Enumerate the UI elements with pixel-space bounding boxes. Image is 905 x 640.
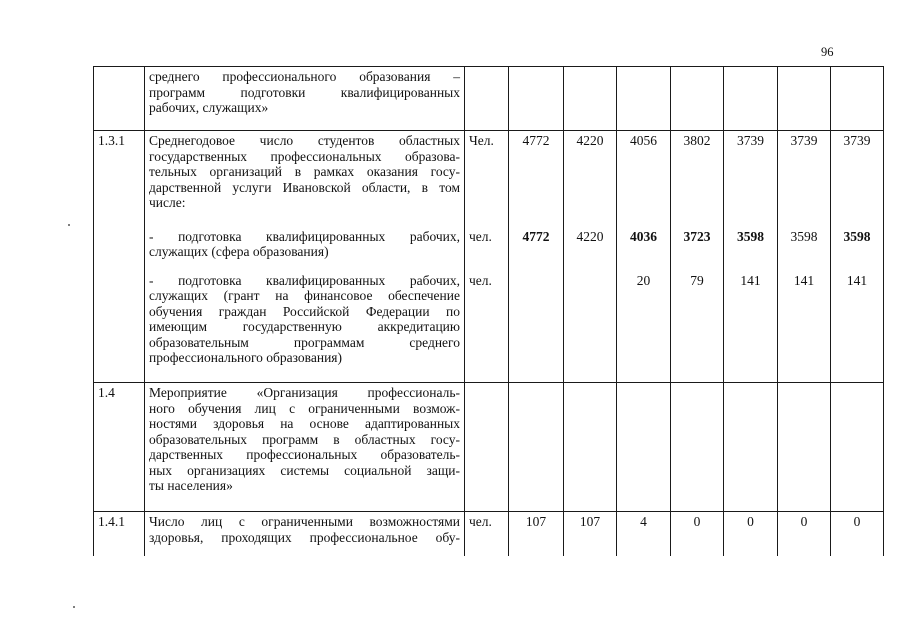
description-line: Число лиц с ограниченными возможностями (149, 514, 460, 529)
description-line: ных организациях системы социальной защи- (149, 462, 460, 478)
value-cell: 4772 (509, 227, 564, 271)
value-cell: 3598 (778, 227, 831, 271)
value-cell: 3802 (671, 131, 724, 227)
description-line: здоровья, проходящих профессиональное обу- (149, 529, 460, 545)
value-cell: 4220 (564, 227, 617, 271)
indicators-table (93, 66, 884, 556)
code-cell: 1.3.1 (94, 131, 145, 227)
value-cell (509, 67, 564, 131)
description-line: программ подготовки квалифицированных (149, 84, 460, 100)
value-cell (509, 383, 564, 512)
code-cell: 1.4.1 (94, 512, 145, 556)
description-line: служащих (сфера образования) (149, 244, 329, 259)
description-line: имеющим государственную аккредитацию (149, 319, 460, 334)
description-line: ты населения» (149, 478, 233, 493)
value-cell (724, 383, 778, 512)
value-cell (778, 383, 831, 512)
value-cell (831, 67, 884, 131)
value-cell: 4772 (509, 131, 564, 227)
unit-cell: чел. (465, 271, 509, 383)
description-line: - подготовка квалифицированных рабочих, (149, 272, 460, 288)
unit-cell: чел. (465, 512, 509, 556)
value-cell (564, 383, 617, 512)
description-cell (145, 227, 465, 271)
table-row (94, 227, 884, 271)
code-cell (94, 67, 145, 131)
value-cell: 0 (831, 512, 884, 556)
description-line: образовательным программам среднего (149, 334, 460, 350)
value-cell: 4 (617, 512, 671, 556)
value-cell: 141 (724, 271, 778, 383)
description-line: Мероприятие «Организация профессиональ- (149, 385, 460, 400)
code-cell: 1.4 (94, 383, 145, 512)
value-cell (617, 383, 671, 512)
value-cell: 3723 (671, 227, 724, 271)
description-cell (145, 271, 465, 383)
description-cell (145, 383, 465, 512)
table-row (94, 383, 884, 512)
value-cell: 4056 (617, 131, 671, 227)
unit-cell (465, 67, 509, 131)
code-cell (94, 227, 145, 271)
value-cell: 0 (724, 512, 778, 556)
value-cell: 0 (671, 512, 724, 556)
description-line: профессионального образования) (149, 350, 342, 365)
value-cell: 3739 (831, 131, 884, 227)
value-cell: 107 (509, 512, 564, 556)
description-line: обучения граждан Российской Федерации по (149, 303, 460, 319)
table-row (94, 512, 884, 556)
unit-cell: Чел. (465, 131, 509, 227)
value-cell (831, 383, 884, 512)
value-cell: 4036 (617, 227, 671, 271)
value-cell (564, 271, 617, 383)
description-line: - подготовка квалифицированных рабочих, (149, 228, 460, 244)
value-cell (564, 67, 617, 131)
value-cell: 3598 (724, 227, 778, 271)
description-line: дарственных профессиональных образователь- (149, 447, 460, 462)
table-row (94, 67, 884, 131)
description-line: ностями здоровья на основе адаптированных (149, 416, 460, 431)
description-line: Среднегодовое число студентов областных (149, 133, 460, 148)
value-cell: 4220 (564, 131, 617, 227)
value-cell: 141 (778, 271, 831, 383)
value-cell: 79 (671, 271, 724, 383)
scan-speck (68, 224, 70, 226)
description-line: образовательных программ в областных госу- (149, 431, 460, 447)
description-cell (145, 512, 465, 556)
value-cell: 3598 (831, 227, 884, 271)
code-cell (94, 271, 145, 383)
description-line: государственных профессиональных образова- (149, 148, 460, 164)
unit-cell: чел. (465, 227, 509, 271)
value-cell (509, 271, 564, 383)
table-row (94, 271, 884, 383)
description-line: среднего профессионального образования – (149, 69, 460, 84)
description-line: дарственной услуги Ивановской области, в том (149, 179, 460, 195)
description-line: числе: (149, 195, 186, 210)
value-cell: 3739 (724, 131, 778, 227)
description-line: рабочих, служащих» (149, 100, 269, 115)
table-row (94, 131, 884, 227)
description-cell (145, 131, 465, 227)
description-line: тельных организаций в рамках оказания госу- (149, 164, 460, 179)
scan-speck (73, 606, 75, 608)
value-cell: 107 (564, 512, 617, 556)
value-cell (778, 67, 831, 131)
description-line: ного обучения лиц с ограниченными возмож- (149, 400, 460, 416)
page-number: 96 (821, 45, 834, 59)
value-cell: 141 (831, 271, 884, 383)
value-cell: 20 (617, 271, 671, 383)
value-cell (724, 67, 778, 131)
value-cell (671, 67, 724, 131)
value-cell (617, 67, 671, 131)
value-cell: 0 (778, 512, 831, 556)
description-line: служащих (грант на финансовое обеспечение (149, 288, 460, 303)
description-cell (145, 67, 465, 131)
unit-cell (465, 383, 509, 512)
value-cell: 3739 (778, 131, 831, 227)
value-cell (671, 383, 724, 512)
